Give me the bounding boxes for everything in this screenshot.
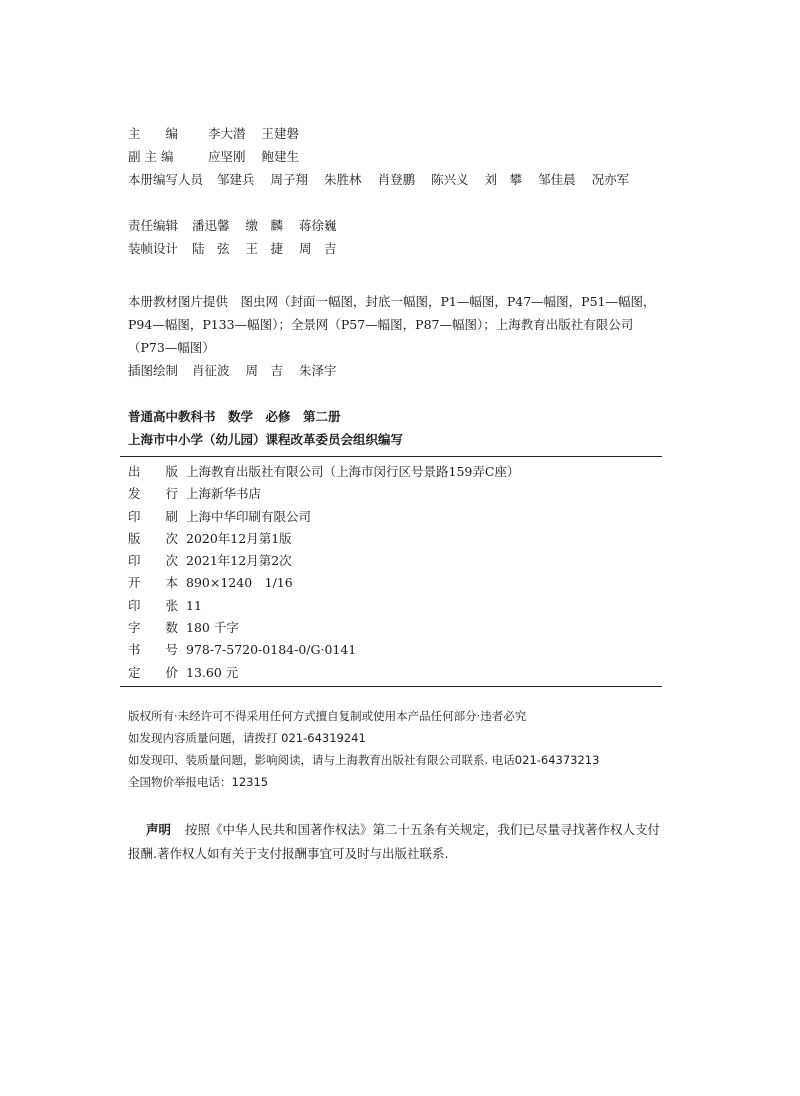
- publication-row: [128, 483, 519, 505]
- statement-label: 声明: [146, 822, 172, 837]
- publication-label: 书 号: [128, 642, 179, 658]
- writer-name: 况亦军: [591, 172, 630, 187]
- publication-label: 开 本: [128, 575, 179, 591]
- chief-editor-name: 王建磐: [261, 126, 300, 141]
- illustrator-name: 周 吉: [245, 363, 284, 378]
- publication-row: [128, 528, 519, 550]
- publication-value: 上海新华书店: [186, 486, 262, 502]
- publication-row: [128, 639, 519, 661]
- publication-row: [128, 550, 519, 572]
- book-compiler: 上海市中小学（幼儿园）课程改革委员会组织编写: [128, 432, 404, 447]
- chief-editor-name: 李大潜: [208, 126, 246, 141]
- publication-label: 印 次: [128, 553, 179, 569]
- divider-top: [120, 456, 662, 457]
- book-title-section: [128, 405, 403, 451]
- publication-label: 字 数: [128, 620, 179, 636]
- writer-name: 邹佳晨: [538, 172, 576, 187]
- statement: [128, 818, 662, 866]
- illustration-line: [128, 359, 656, 382]
- content-quality-notice: 如发现内容质量问题，请拨打 021-64319241: [128, 731, 366, 745]
- publication-label: 印 张: [128, 597, 179, 613]
- book-title: 普通高中教科书 数学 必修 第二册: [128, 409, 341, 424]
- responsible-editor-line: [128, 214, 337, 237]
- publication-value: 180 千字: [186, 620, 239, 636]
- editors-section: [128, 122, 629, 191]
- image-credits-section: [128, 290, 656, 382]
- design-label: 装帧设计: [128, 241, 179, 256]
- writer-name: 陈兴义: [431, 172, 469, 187]
- publication-label: 发 行: [128, 486, 179, 502]
- writer-name: 邹建兵: [217, 172, 255, 187]
- writer-name: 肖登鹏: [377, 172, 416, 187]
- publication-row: [128, 572, 519, 594]
- design-line: [128, 237, 337, 260]
- publication-value: 2021年12月第2次: [186, 553, 292, 569]
- designer-name: 王 捷: [245, 241, 284, 256]
- writer-name: 周子翔: [270, 172, 309, 187]
- publication-value: 978-7-5720-0184-0/G·0141: [186, 642, 357, 658]
- price-report-notice: 全国物价举报电话：12315: [128, 775, 269, 789]
- statement-text: 按照《中华人民共和国著作权法》第二十五条有关规定，我们已尽量寻找著作权人支付报酬.著作权人如有关于支付报酬事宜可及时与出版社联系.: [128, 822, 661, 861]
- publication-value: 2020年12月第1版: [186, 530, 292, 546]
- publication-info: [128, 461, 519, 684]
- writers-label: 本册编写人员: [128, 172, 204, 187]
- responsible-editor-name: 蒋徐巍: [299, 218, 337, 233]
- notices-section: [128, 705, 599, 793]
- responsible-editor-label: 责任编辑: [128, 218, 179, 233]
- deputy-editor-name: 应坚刚: [208, 149, 246, 164]
- publication-value: 上海中华印刷有限公司: [186, 508, 312, 524]
- illustration-label: 插图绘制: [128, 363, 179, 378]
- publication-row: [128, 595, 519, 617]
- writer-name: 刘 攀: [484, 172, 523, 187]
- print-quality-notice: 如发现印、装质量问题，影响阅读，请与上海教育出版社有限公司联系. 电话021-64373213: [128, 753, 600, 767]
- publication-label: 版 次: [128, 530, 179, 546]
- deputy-editor-label: 副 主 编: [128, 149, 174, 164]
- publication-label: 定 价: [128, 664, 179, 680]
- image-credits-line: （P73—幅图）: [128, 340, 215, 355]
- publication-row: [128, 662, 519, 684]
- image-credits-line: 本册教材图片提供 图虫网（封面一幅图，封底一幅图，P1—幅图，P47—幅图，P51—幅图，: [128, 294, 656, 309]
- chief-editor-line: [128, 122, 629, 145]
- deputy-editor-name: 鲍建生: [261, 149, 300, 164]
- publication-value: 13.60 元: [186, 664, 239, 680]
- designer-name: 周 吉: [299, 241, 337, 256]
- writers-line: [128, 168, 629, 191]
- copyright-notice: 版权所有·未经许可不得采用任何方式擅自复制或使用本产品任何部分·违者必究: [128, 709, 527, 723]
- divider-bottom: [120, 686, 662, 687]
- responsible-editor-name: 潘迅馨: [192, 218, 230, 233]
- writer-name: 朱胜林: [324, 172, 362, 187]
- image-credits-line: P94—幅图，P133—幅图）；全景网（P57—幅图，P87—幅图）；上海教育出版社有限公司: [128, 317, 634, 332]
- publication-value: 890×1240 1/16: [186, 575, 293, 591]
- deputy-editor-line: [128, 145, 629, 168]
- publication-value: 上海教育出版社有限公司（上海市闵行区号景路159弄C座）: [186, 464, 520, 479]
- publication-row: [128, 461, 519, 483]
- publication-label: 印 刷: [128, 508, 179, 524]
- publication-value: 11: [186, 597, 202, 613]
- illustrator-name: 肖征波: [192, 363, 230, 378]
- production-section: [128, 214, 337, 260]
- chief-editor-label: 主 编: [128, 126, 179, 141]
- responsible-editor-name: 缴 麟: [245, 218, 284, 233]
- designer-name: 陆 弦: [192, 241, 230, 256]
- illustrator-name: 朱泽宇: [299, 363, 337, 378]
- publication-row: [128, 617, 519, 639]
- publication-label: 出 版: [128, 464, 179, 479]
- publication-row: [128, 506, 519, 528]
